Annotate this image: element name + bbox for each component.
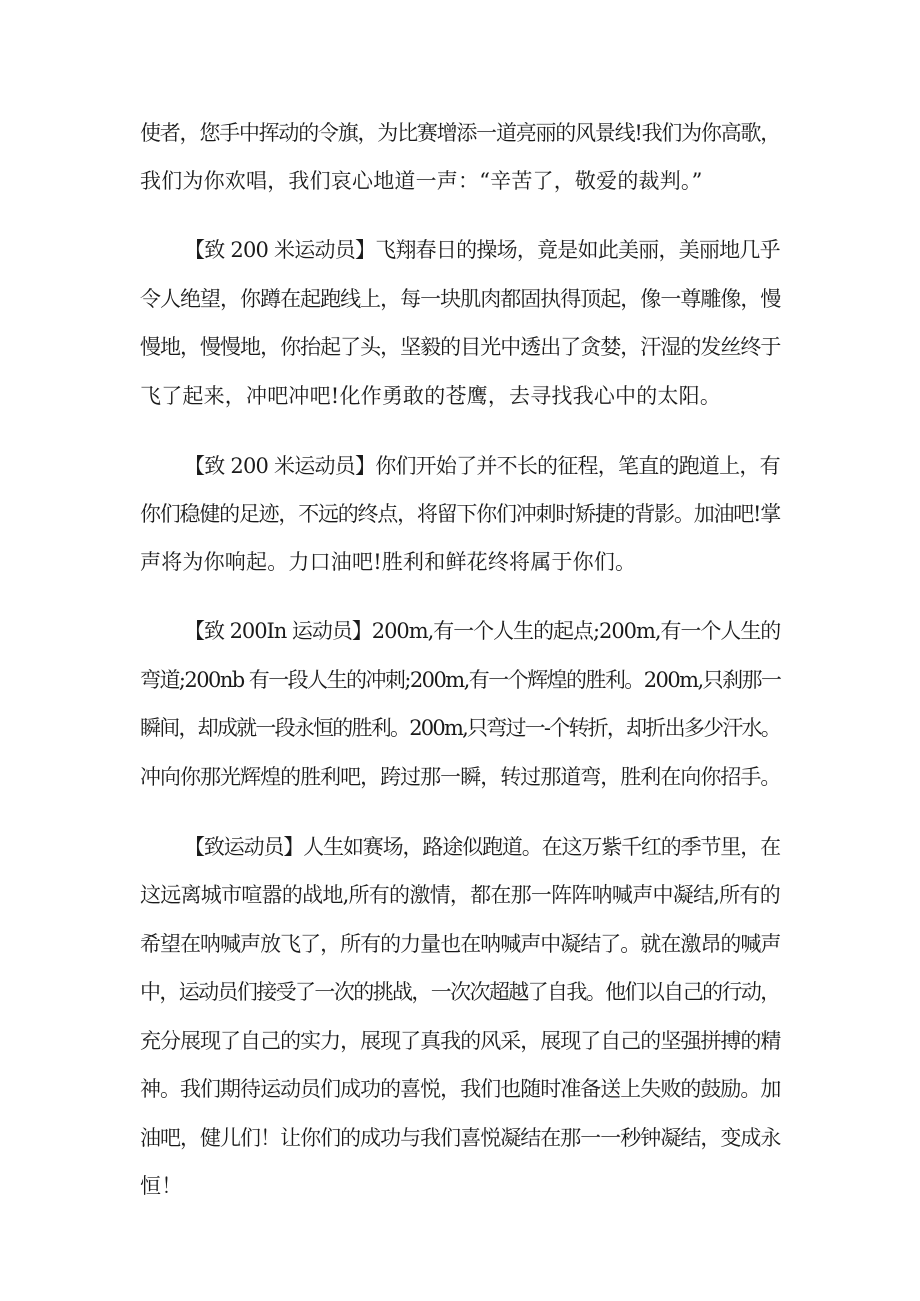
text-line: 【致运动员】人生如赛场，路途似跑道。在这万紫千红的季节里，在 <box>184 835 780 859</box>
text-line: 使者，您手中挥动的令旗，为比赛增添一道亮丽的风景线!我们为你高歌， <box>140 121 781 145</box>
text-line: 恒！ <box>140 1174 183 1198</box>
text-line: 冲向你那光辉煌的胜利吧，跨过那一瞬，转过那道弯，胜利在向你招手。 <box>140 765 781 789</box>
text-line: 【致 200In 运动员】200m,有一个人生的起点;200m,有一个人生的 <box>184 619 781 643</box>
text-line: 瞬间，却成就一段永恒的胜利。200m,只弯过一-个转折，却折出多少汗水。 <box>140 716 780 740</box>
text-line: 神。我们期待运动员们成功的喜悦，我们也随时准备送上失败的鼓励。加 <box>140 1077 781 1101</box>
text-line: 这远离城市喧嚣的战地,所有的激情，都在那一阵阵呐喊声中凝结,所有的 <box>140 883 780 907</box>
text-line: 飞了起来，冲吧冲吧!化作勇敢的苍鹰，去寻找我心中的太阳。 <box>140 384 722 408</box>
text-line: 【致 200 米运动员】你们开始了并不长的征程，笔直的跑道上，有 <box>184 454 780 478</box>
text-line: 声将为你响起。力口油吧!胜利和鲜花终将属于你们。 <box>140 550 637 574</box>
text-line: 令人绝望，你蹲在起跑线上，每一块肌肉都固执得顶起，像一尊雕像，慢 <box>140 287 781 311</box>
text-line: 油吧，健儿们！让你们的成功与我们喜悦凝结在那一一秒钟凝结，变成永 <box>140 1126 781 1150</box>
text-line: 我们为你欢唱，我们哀心地道一声：“辛苦了，敬爱的裁判。” <box>140 169 703 193</box>
text-line: 充分展现了自己的实力，展现了真我的风采，展现了自己的坚强拼搏的精 <box>140 1029 781 1053</box>
text-line: 弯道;200nb 有一段人生的冲刺;200m,有一个辉煌的胜利。200m,只刹那一 <box>140 668 781 692</box>
text-line: 希望在呐喊声放飞了，所有的力量也在呐喊声中凝结了。就在激昂的喊声 <box>140 932 781 956</box>
text-line: 【致 200 米运动员】飞翔春日的操场，竟是如此美丽，美丽地几乎 <box>184 238 780 262</box>
text-line: 慢地，慢慢地，你抬起了头，坚毅的目光中透出了贪婪，汗湿的发丝终于 <box>140 335 781 359</box>
text-line: 你们稳健的足迹，不远的终点，将留下你们冲刺时矫捷的背影。加油吧!掌 <box>140 502 781 526</box>
text-line: 中，运动员们接受了一次的挑战，一次次超越了自我。他们以自己的行动， <box>140 980 780 1004</box>
